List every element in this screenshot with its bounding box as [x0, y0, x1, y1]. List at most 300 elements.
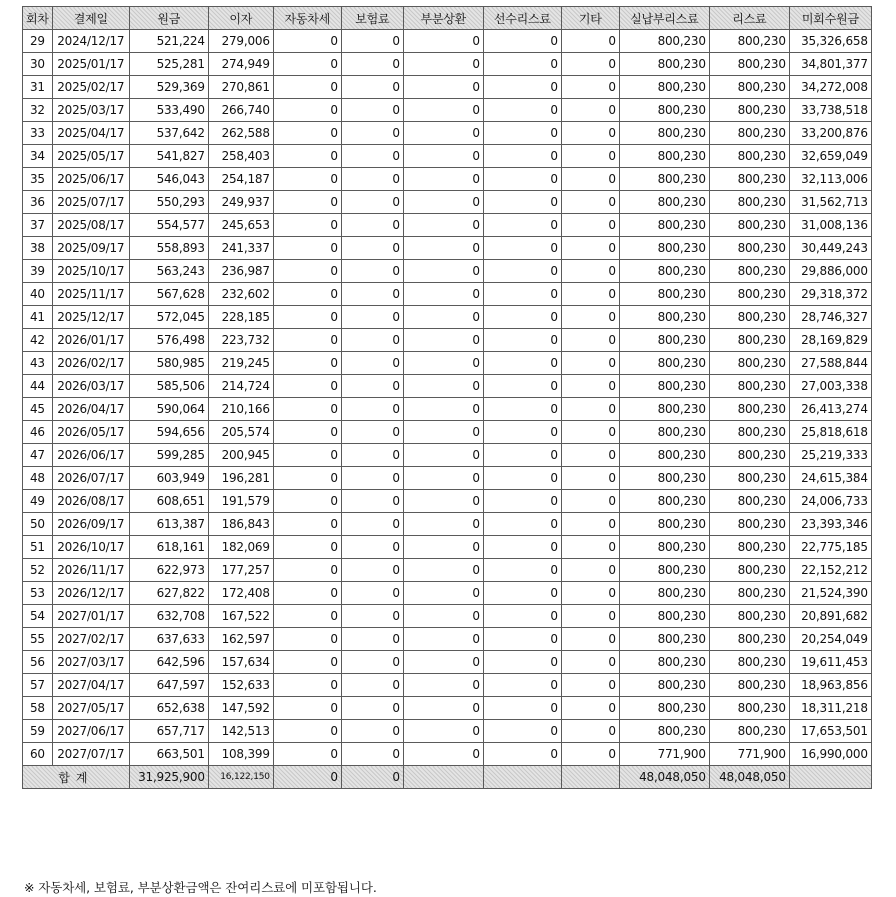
col-header-car-tax: 자동차세 — [273, 7, 341, 30]
cell-interest: 152,633 — [208, 674, 273, 697]
cell-insurance: 0 — [341, 490, 403, 513]
cell-car-tax: 0 — [273, 76, 341, 99]
cell-installment: 60 — [23, 743, 53, 766]
table-row — [23, 605, 872, 628]
cell-actual-lease-payment: 800,230 — [619, 214, 709, 237]
cell-interest: 258,403 — [208, 145, 273, 168]
cell-advance-lease: 0 — [483, 605, 561, 628]
table-row — [23, 444, 872, 467]
table-row — [23, 375, 872, 398]
cell-insurance: 0 — [341, 444, 403, 467]
cell-actual-lease-payment: 800,230 — [619, 490, 709, 513]
cell-other: 0 — [561, 191, 619, 214]
cell-principal: 613,387 — [129, 513, 208, 536]
cell-other: 0 — [561, 237, 619, 260]
col-header-other: 기타 — [561, 7, 619, 30]
cell-installment: 43 — [23, 352, 53, 375]
cell-insurance: 0 — [341, 237, 403, 260]
cell-advance-lease: 0 — [483, 306, 561, 329]
cell-advance-lease: 0 — [483, 329, 561, 352]
table-row — [23, 306, 872, 329]
total-car-tax: 0 — [273, 766, 341, 789]
cell-car-tax: 0 — [273, 674, 341, 697]
cell-principal: 558,893 — [129, 237, 208, 260]
cell-lease-fee: 800,230 — [709, 697, 789, 720]
cell-lease-fee: 800,230 — [709, 559, 789, 582]
total-unrecovered-principal — [789, 766, 871, 789]
cell-advance-lease: 0 — [483, 559, 561, 582]
cell-other: 0 — [561, 651, 619, 674]
cell-other: 0 — [561, 444, 619, 467]
cell-unrecovered-principal: 24,006,733 — [789, 490, 871, 513]
cell-unrecovered-principal: 35,326,658 — [789, 30, 871, 53]
cell-interest: 210,166 — [208, 398, 273, 421]
cell-advance-lease: 0 — [483, 237, 561, 260]
table-row — [23, 674, 872, 697]
cell-unrecovered-principal: 18,311,218 — [789, 697, 871, 720]
cell-actual-lease-payment: 800,230 — [619, 53, 709, 76]
cell-advance-lease: 0 — [483, 743, 561, 766]
cell-principal: 632,708 — [129, 605, 208, 628]
cell-unrecovered-principal: 21,524,390 — [789, 582, 871, 605]
cell-partial-repayment: 0 — [403, 674, 483, 697]
cell-installment: 36 — [23, 191, 53, 214]
cell-interest: 162,597 — [208, 628, 273, 651]
cell-unrecovered-principal: 34,272,008 — [789, 76, 871, 99]
cell-actual-lease-payment: 800,230 — [619, 559, 709, 582]
cell-installment: 39 — [23, 260, 53, 283]
cell-actual-lease-payment: 800,230 — [619, 122, 709, 145]
cell-advance-lease: 0 — [483, 490, 561, 513]
cell-unrecovered-principal: 20,891,682 — [789, 605, 871, 628]
col-header-principal: 원금 — [129, 7, 208, 30]
cell-advance-lease: 0 — [483, 467, 561, 490]
cell-actual-lease-payment: 800,230 — [619, 628, 709, 651]
cell-insurance: 0 — [341, 168, 403, 191]
total-insurance: 0 — [341, 766, 403, 789]
cell-payment-date: 2026/07/17 — [52, 467, 129, 490]
cell-advance-lease: 0 — [483, 145, 561, 168]
cell-payment-date: 2027/03/17 — [52, 651, 129, 674]
cell-lease-fee: 800,230 — [709, 444, 789, 467]
cell-actual-lease-payment: 800,230 — [619, 467, 709, 490]
cell-partial-repayment: 0 — [403, 743, 483, 766]
cell-interest: 186,843 — [208, 513, 273, 536]
total-partial-repayment — [403, 766, 483, 789]
cell-insurance: 0 — [341, 421, 403, 444]
cell-advance-lease: 0 — [483, 283, 561, 306]
cell-interest: 205,574 — [208, 421, 273, 444]
cell-principal: 599,285 — [129, 444, 208, 467]
cell-principal: 521,224 — [129, 30, 208, 53]
cell-unrecovered-principal: 28,169,829 — [789, 329, 871, 352]
table-row — [23, 398, 872, 421]
schedule-rows — [23, 30, 872, 766]
cell-payment-date: 2026/09/17 — [52, 513, 129, 536]
cell-car-tax: 0 — [273, 444, 341, 467]
cell-insurance: 0 — [341, 536, 403, 559]
cell-insurance: 0 — [341, 191, 403, 214]
cell-principal: 603,949 — [129, 467, 208, 490]
cell-principal: 572,045 — [129, 306, 208, 329]
cell-lease-fee: 771,900 — [709, 743, 789, 766]
cell-installment: 46 — [23, 421, 53, 444]
cell-other: 0 — [561, 214, 619, 237]
cell-lease-fee: 800,230 — [709, 283, 789, 306]
cell-interest: 172,408 — [208, 582, 273, 605]
cell-installment: 40 — [23, 283, 53, 306]
cell-partial-repayment: 0 — [403, 697, 483, 720]
cell-installment: 59 — [23, 720, 53, 743]
cell-unrecovered-principal: 18,963,856 — [789, 674, 871, 697]
cell-lease-fee: 800,230 — [709, 260, 789, 283]
cell-principal: 618,161 — [129, 536, 208, 559]
cell-car-tax: 0 — [273, 145, 341, 168]
cell-car-tax: 0 — [273, 398, 341, 421]
cell-partial-repayment: 0 — [403, 53, 483, 76]
cell-principal: 537,642 — [129, 122, 208, 145]
cell-other: 0 — [561, 467, 619, 490]
cell-installment: 47 — [23, 444, 53, 467]
cell-unrecovered-principal: 29,886,000 — [789, 260, 871, 283]
cell-actual-lease-payment: 800,230 — [619, 375, 709, 398]
cell-lease-fee: 800,230 — [709, 76, 789, 99]
cell-installment: 42 — [23, 329, 53, 352]
cell-other: 0 — [561, 306, 619, 329]
cell-advance-lease: 0 — [483, 168, 561, 191]
cell-advance-lease: 0 — [483, 122, 561, 145]
cell-principal: 554,577 — [129, 214, 208, 237]
cell-unrecovered-principal: 32,113,006 — [789, 168, 871, 191]
cell-payment-date: 2026/08/17 — [52, 490, 129, 513]
table-row — [23, 582, 872, 605]
cell-interest: 270,861 — [208, 76, 273, 99]
cell-principal: 647,597 — [129, 674, 208, 697]
cell-advance-lease: 0 — [483, 697, 561, 720]
cell-payment-date: 2026/03/17 — [52, 375, 129, 398]
cell-partial-repayment: 0 — [403, 375, 483, 398]
cell-installment: 35 — [23, 168, 53, 191]
cell-interest: 266,740 — [208, 99, 273, 122]
cell-insurance: 0 — [341, 76, 403, 99]
cell-principal: 546,043 — [129, 168, 208, 191]
cell-payment-date: 2025/08/17 — [52, 214, 129, 237]
cell-unrecovered-principal: 25,219,333 — [789, 444, 871, 467]
cell-actual-lease-payment: 800,230 — [619, 191, 709, 214]
cell-unrecovered-principal: 23,393,346 — [789, 513, 871, 536]
cell-advance-lease: 0 — [483, 30, 561, 53]
cell-installment: 45 — [23, 398, 53, 421]
cell-actual-lease-payment: 800,230 — [619, 444, 709, 467]
cell-other: 0 — [561, 490, 619, 513]
cell-partial-repayment: 0 — [403, 99, 483, 122]
cell-car-tax: 0 — [273, 697, 341, 720]
col-header-installment: 회차 — [23, 7, 53, 30]
cell-car-tax: 0 — [273, 260, 341, 283]
cell-actual-lease-payment: 800,230 — [619, 697, 709, 720]
cell-installment: 34 — [23, 145, 53, 168]
cell-car-tax: 0 — [273, 628, 341, 651]
cell-lease-fee: 800,230 — [709, 467, 789, 490]
cell-advance-lease: 0 — [483, 444, 561, 467]
cell-installment: 49 — [23, 490, 53, 513]
cell-interest: 182,069 — [208, 536, 273, 559]
cell-advance-lease: 0 — [483, 513, 561, 536]
cell-payment-date: 2025/01/17 — [52, 53, 129, 76]
col-header-insurance: 보험료 — [341, 7, 403, 30]
cell-lease-fee: 800,230 — [709, 306, 789, 329]
cell-payment-date: 2026/10/17 — [52, 536, 129, 559]
cell-payment-date: 2025/12/17 — [52, 306, 129, 329]
cell-other: 0 — [561, 743, 619, 766]
cell-other: 0 — [561, 168, 619, 191]
cell-payment-date: 2025/10/17 — [52, 260, 129, 283]
cell-actual-lease-payment: 800,230 — [619, 99, 709, 122]
cell-other: 0 — [561, 421, 619, 444]
cell-partial-repayment: 0 — [403, 559, 483, 582]
cell-payment-date: 2026/04/17 — [52, 398, 129, 421]
cell-installment: 32 — [23, 99, 53, 122]
cell-partial-repayment: 0 — [403, 628, 483, 651]
cell-payment-date: 2025/06/17 — [52, 168, 129, 191]
cell-advance-lease: 0 — [483, 582, 561, 605]
table-row — [23, 191, 872, 214]
cell-principal: 563,243 — [129, 260, 208, 283]
cell-other: 0 — [561, 260, 619, 283]
cell-insurance: 0 — [341, 283, 403, 306]
cell-actual-lease-payment: 800,230 — [619, 582, 709, 605]
cell-principal: 594,656 — [129, 421, 208, 444]
cell-unrecovered-principal: 33,200,876 — [789, 122, 871, 145]
cell-partial-repayment: 0 — [403, 720, 483, 743]
table-row — [23, 513, 872, 536]
total-lease-fee: 48,048,050 — [709, 766, 789, 789]
cell-actual-lease-payment: 800,230 — [619, 651, 709, 674]
cell-other: 0 — [561, 398, 619, 421]
cell-interest: 232,602 — [208, 283, 273, 306]
cell-partial-repayment: 0 — [403, 536, 483, 559]
cell-car-tax: 0 — [273, 743, 341, 766]
cell-installment: 57 — [23, 674, 53, 697]
table-row — [23, 697, 872, 720]
cell-actual-lease-payment: 800,230 — [619, 605, 709, 628]
cell-interest: 219,245 — [208, 352, 273, 375]
cell-car-tax: 0 — [273, 352, 341, 375]
cell-lease-fee: 800,230 — [709, 582, 789, 605]
cell-advance-lease: 0 — [483, 191, 561, 214]
table-row — [23, 651, 872, 674]
table-row — [23, 237, 872, 260]
cell-car-tax: 0 — [273, 582, 341, 605]
cell-actual-lease-payment: 800,230 — [619, 30, 709, 53]
cell-actual-lease-payment: 771,900 — [619, 743, 709, 766]
table-row — [23, 628, 872, 651]
cell-insurance: 0 — [341, 674, 403, 697]
cell-other: 0 — [561, 582, 619, 605]
cell-advance-lease: 0 — [483, 352, 561, 375]
total-other — [561, 766, 619, 789]
lease-schedule-table — [22, 6, 872, 789]
cell-car-tax: 0 — [273, 467, 341, 490]
cell-insurance: 0 — [341, 743, 403, 766]
cell-interest: 142,513 — [208, 720, 273, 743]
cell-insurance: 0 — [341, 697, 403, 720]
cell-unrecovered-principal: 16,990,000 — [789, 743, 871, 766]
cell-partial-repayment: 0 — [403, 191, 483, 214]
cell-payment-date: 2025/07/17 — [52, 191, 129, 214]
cell-other: 0 — [561, 720, 619, 743]
cell-advance-lease: 0 — [483, 398, 561, 421]
cell-payment-date: 2025/04/17 — [52, 122, 129, 145]
cell-interest: 196,281 — [208, 467, 273, 490]
cell-principal: 637,633 — [129, 628, 208, 651]
cell-insurance: 0 — [341, 467, 403, 490]
cell-principal: 529,369 — [129, 76, 208, 99]
footnote: ※ 자동차세, 보험료, 부분상환금액은 잔여리스료에 미포함됩니다. — [24, 880, 377, 895]
cell-advance-lease: 0 — [483, 260, 561, 283]
cell-lease-fee: 800,230 — [709, 122, 789, 145]
table-row — [23, 743, 872, 766]
cell-other: 0 — [561, 99, 619, 122]
cell-interest: 200,945 — [208, 444, 273, 467]
total-principal: 31,925,900 — [129, 766, 208, 789]
cell-lease-fee: 800,230 — [709, 99, 789, 122]
cell-payment-date: 2025/11/17 — [52, 283, 129, 306]
cell-unrecovered-principal: 30,449,243 — [789, 237, 871, 260]
cell-other: 0 — [561, 76, 619, 99]
cell-car-tax: 0 — [273, 651, 341, 674]
cell-installment: 31 — [23, 76, 53, 99]
cell-car-tax: 0 — [273, 237, 341, 260]
cell-actual-lease-payment: 800,230 — [619, 536, 709, 559]
cell-payment-date: 2026/01/17 — [52, 329, 129, 352]
cell-insurance: 0 — [341, 398, 403, 421]
cell-insurance: 0 — [341, 375, 403, 398]
cell-lease-fee: 800,230 — [709, 421, 789, 444]
cell-actual-lease-payment: 800,230 — [619, 421, 709, 444]
cell-unrecovered-principal: 26,413,274 — [789, 398, 871, 421]
cell-payment-date: 2027/07/17 — [52, 743, 129, 766]
cell-payment-date: 2025/02/17 — [52, 76, 129, 99]
total-label: 합계 — [23, 766, 130, 789]
cell-payment-date: 2025/05/17 — [52, 145, 129, 168]
cell-interest: 236,987 — [208, 260, 273, 283]
cell-interest: 191,579 — [208, 490, 273, 513]
cell-principal: 585,506 — [129, 375, 208, 398]
cell-other: 0 — [561, 375, 619, 398]
cell-actual-lease-payment: 800,230 — [619, 283, 709, 306]
cell-actual-lease-payment: 800,230 — [619, 260, 709, 283]
cell-insurance: 0 — [341, 352, 403, 375]
cell-insurance: 0 — [341, 628, 403, 651]
cell-car-tax: 0 — [273, 720, 341, 743]
cell-other: 0 — [561, 122, 619, 145]
cell-other: 0 — [561, 674, 619, 697]
cell-insurance: 0 — [341, 30, 403, 53]
cell-lease-fee: 800,230 — [709, 536, 789, 559]
cell-partial-repayment: 0 — [403, 352, 483, 375]
cell-insurance: 0 — [341, 306, 403, 329]
cell-lease-fee: 800,230 — [709, 513, 789, 536]
cell-car-tax: 0 — [273, 306, 341, 329]
cell-advance-lease: 0 — [483, 421, 561, 444]
cell-insurance: 0 — [341, 122, 403, 145]
cell-insurance: 0 — [341, 53, 403, 76]
cell-installment: 52 — [23, 559, 53, 582]
cell-partial-repayment: 0 — [403, 490, 483, 513]
cell-payment-date: 2024/12/17 — [52, 30, 129, 53]
cell-insurance: 0 — [341, 260, 403, 283]
cell-lease-fee: 800,230 — [709, 375, 789, 398]
cell-advance-lease: 0 — [483, 674, 561, 697]
col-header-unrecovered-principal: 미회수원금 — [789, 7, 871, 30]
col-header-actual-lease-payment: 실납부리스료 — [619, 7, 709, 30]
cell-partial-repayment: 0 — [403, 306, 483, 329]
cell-installment: 56 — [23, 651, 53, 674]
cell-principal: 525,281 — [129, 53, 208, 76]
cell-unrecovered-principal: 31,008,136 — [789, 214, 871, 237]
cell-unrecovered-principal: 27,003,338 — [789, 375, 871, 398]
cell-partial-repayment: 0 — [403, 421, 483, 444]
table-row — [23, 53, 872, 76]
cell-car-tax: 0 — [273, 168, 341, 191]
cell-principal: 642,596 — [129, 651, 208, 674]
cell-principal: 580,985 — [129, 352, 208, 375]
cell-interest: 167,522 — [208, 605, 273, 628]
cell-insurance: 0 — [341, 99, 403, 122]
col-header-lease-fee: 리스료 — [709, 7, 789, 30]
cell-installment: 44 — [23, 375, 53, 398]
cell-actual-lease-payment: 800,230 — [619, 237, 709, 260]
table-row — [23, 168, 872, 191]
cell-unrecovered-principal: 34,801,377 — [789, 53, 871, 76]
cell-advance-lease: 0 — [483, 214, 561, 237]
cell-installment: 55 — [23, 628, 53, 651]
table-row — [23, 329, 872, 352]
total-actual-lease-payment: 48,048,050 — [619, 766, 709, 789]
cell-unrecovered-principal: 17,653,501 — [789, 720, 871, 743]
cell-insurance: 0 — [341, 329, 403, 352]
cell-insurance: 0 — [341, 145, 403, 168]
cell-partial-repayment: 0 — [403, 283, 483, 306]
cell-principal: 652,638 — [129, 697, 208, 720]
cell-other: 0 — [561, 329, 619, 352]
cell-principal: 663,501 — [129, 743, 208, 766]
cell-partial-repayment: 0 — [403, 237, 483, 260]
table-row — [23, 260, 872, 283]
cell-partial-repayment: 0 — [403, 214, 483, 237]
cell-actual-lease-payment: 800,230 — [619, 674, 709, 697]
cell-payment-date: 2026/12/17 — [52, 582, 129, 605]
table-row — [23, 720, 872, 743]
cell-unrecovered-principal: 31,562,713 — [789, 191, 871, 214]
cell-payment-date: 2026/06/17 — [52, 444, 129, 467]
cell-partial-repayment: 0 — [403, 513, 483, 536]
cell-advance-lease: 0 — [483, 536, 561, 559]
cell-other: 0 — [561, 628, 619, 651]
cell-lease-fee: 800,230 — [709, 674, 789, 697]
cell-interest: 249,937 — [208, 191, 273, 214]
cell-principal: 657,717 — [129, 720, 208, 743]
cell-insurance: 0 — [341, 582, 403, 605]
cell-advance-lease: 0 — [483, 651, 561, 674]
cell-payment-date: 2027/04/17 — [52, 674, 129, 697]
cell-car-tax: 0 — [273, 283, 341, 306]
cell-car-tax: 0 — [273, 536, 341, 559]
cell-interest: 274,949 — [208, 53, 273, 76]
table-row — [23, 122, 872, 145]
cell-car-tax: 0 — [273, 122, 341, 145]
